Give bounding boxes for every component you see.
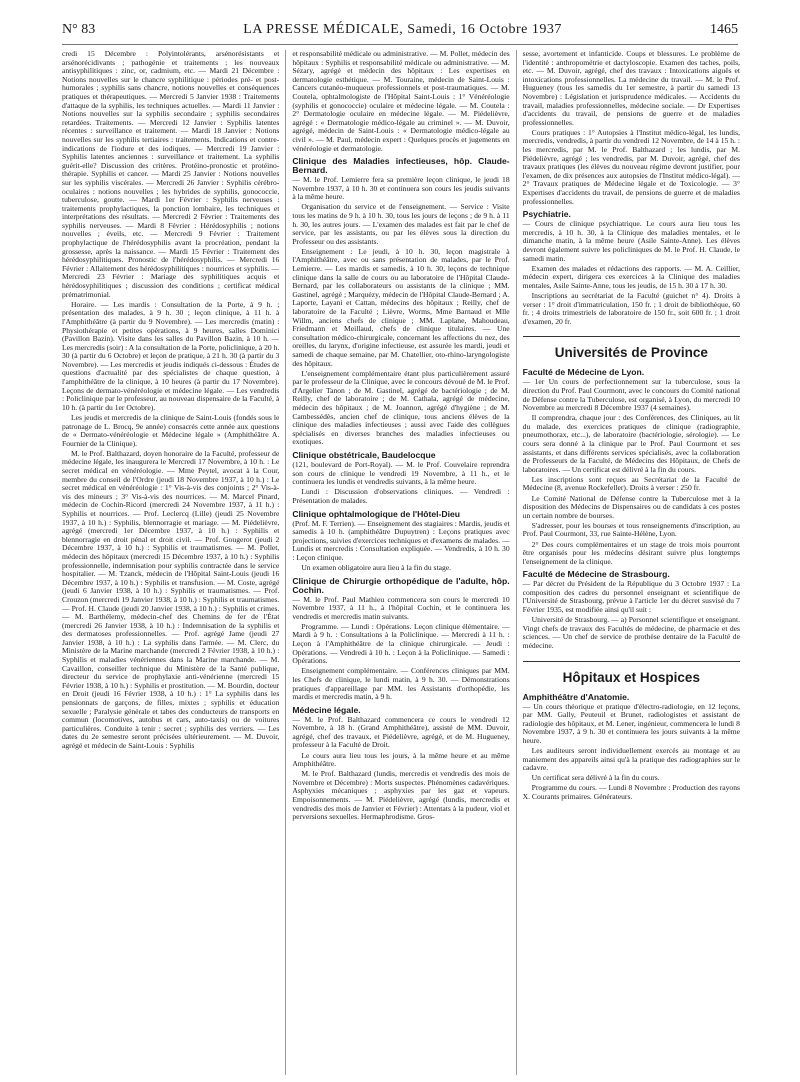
issue-number: N° 83 [62, 22, 96, 37]
paragraph: (Prof. M. F. Terrien). — Enseignement des stagiaires : Mardis, jeudis et samedis à 10 h. (amphithéâtre Dupuytren) : Leçons pratiques avec projections, suivies d'exercices techniques et d'examens de malades. — Lundis et mercredis : Consultation expliquée. — Vendredis, à 10 h. 30 : Leçon clinique. [292, 518, 510, 562]
journal-title: LA PRESSE MÉDICALE, Samedi, 16 Octobre 1937 [243, 22, 562, 37]
paragraph: sesse, avortement et infanticide. Coups et blessures. Le problème de l'identité : anthropométrie et dactyloscopie. Examen des taches, poils, etc. — M. Duvoir, agrégé, chef des travaux : Intoxications aiguës et intoxications professionnelles. La médecine du travail. — M. le Prof. Hugueney (tous les samedis du 1er semestre, à partir du samedi 13 Novembre) : Législation et jurisprudence médicales. — Accidents du travail, maladies professionnelles, médecine sociale. — Dr Expertises d'accidents du travail, de pensions de guerre et de maladies professionnelles. [522, 50, 740, 127]
paragraph: Les jeudis et mercredis de la clinique de Saint-Louis (fondés sous le patronage de L. Brocq, 9e année) consacrés cette année aux questions de « Dermato-vénéréologie et Médecine légale » (Amphithéâtre A. Fournier de la Clinique). [62, 412, 280, 448]
paragraph: M. le Prof. Balthazard, doyen honoraire de la Faculté, professeur de médecine légale, les inaugurera le Mercredi 17 Novembre, à 10 h. : Le secret médical en vénéréologie. — Mme Peytel, avocat à la Cour, membre du conseil de l'Ordre (jeudi 18 Novembre 1937, à 10 h.) : Le secret médical en vénéréologie : 1° Vis-à-vis des conjoints ; 2° Vis-à-vis des mineurs ; 3° Vis-à-vis des nourrices. — M. Marcel Pinard, médecin de Cochin-Ricord (mercredi 24 Novembre 1937, à 11 h.) : Syphilis et nourrices. — Prof. Leclercq (Lille) (jeudi 25 Novembre 1937, à 10 h.) : Syphilis, blennorragie et mariage. — M. Piédelièvre, agrégé (mercredi 1er Décembre 1937, à 10 h.) : Syphilis et blennorragie en droit pénal et droit civil. — Prof. Gougerot (jeudi 2 Décembre 1937, à 10 h.) : Syphilis et traumatismes. — M. Pollet, médecin des hôpitaux (mercredi 15 Décembre 1937, à 10 h.) : Syphilis professionnelle, indemnisation pour syphilis contractée dans le service hospitalier. — M. Tzanck, médecin de l'Hôpital Saint-Louis (jeudi 16 Décembre 1937, à 10 h.) : Syphilis et transfusion. — M. Coste, agrégé (jeudi 6 Janvier 1938, à 10 h.) : Syphilis et traumatismes. — Prof. Crouzon (mercredi 19 Janvier 1938, à 10 h.) : Syphilis et traumatismes. — Prof. H. Claude (jeudi 20 Janvier 1938, à 10 h.) : Syphilis et crimes. — M. Barthélemy, médecin-chef des Chemins de fer de l'État (mercredi 26 Janvier 1938, à 10 h.) : Indemnisation de la syphilis et des dermatoses professionnelles. — Prof. agrégé Jame (jeudi 27 Janvier 1938, à 10 h.) : La syphilis dans l'armée. — M. Clerc, du Ministère de la Marine marchande (mercredi 2 Février 1938, à 10 h.) : Syphilis et maladies vénériennes dans la Marine marchande. — M. Cavaillon, conseiller technique du Ministère de la Santé publique, directeur du service de prophylaxie anti-vénérienne (mercredi 15 Février 1938, à 10 h.) : Syphilis et prostitution. — M. Bourdin, docteur en Droit (jeudi 16 Février 1938, à 10 h.) : 1° La syphilis dans les pensionnats de garçons, de filles, mixtes ; syphilis et éducation sexuelle ; Paralysie générale et tabes des conducteurs de transports en commun (locomotives, autobus et cars, auto-taxis) ou de voitures particulières. Conduite à tenir : secret ; syphilis des verriers. — Les dates du 2e semestre seront précisées ultérieurement. — M. Duvoir, agrégé et médecin de Saint-Louis : Syphilis [62, 448, 280, 750]
paragraph: — M. le Prof. Paul Mathieu commencera son cours le mercredi 10 Novembre 1937, à 11 h., à l'hôpital Cochin, et le continuera les vendredis et mercredis matin suivants. [292, 594, 510, 621]
paragraph: Les inscriptions sont reçues au Secrétariat de la Faculté de Médecine (8, avenue Rockefeller). Droits à verser : 250 fr. [522, 474, 740, 493]
paragraph: Programme du cours. — Lundi 8 Novembre : Production des rayons X. Courants primaires. Générateurs. [522, 783, 740, 801]
paragraph: — Cours de clinique psychiatrique. Le cours aura lieu tous les mercredis, à 10 h. 30, à la Clinique des maladies mentales, et le dimanche matin, à la même heure (Asile Sainte-Anne). Les élèves devront également suivre les policliniques de M. le Prof. H. Claude, le samedi matin. [522, 219, 740, 263]
paragraph: Il comprendra, chaque jour : des Conférences, des Cliniques, au lit du malade, des exercices pratiques de clinique (radiographie, pneumothorax, etc...), de laboratoire (bactériologie, sérologie). — Le cours sera donné à la clinique par le Prof. Paul Courmont et ses assistants, et dans différents services spécialisés, avec la collaboration de Professeurs de la Faculté, de Médecins des Hôpitaux, de Chefs de laboratoires. — Un certificat est délivré à la fin du cours. [522, 413, 740, 474]
paragraph: credi 15 Décembre : Polyintolérants, arsénorésistants et arsénorécidivants ; pathogénie et traitements ; les nouveaux antisyphilitiques : zinc, or, cadmium, etc. — Mardi 21 Décembre : Notions nouvelles sur le chancre syphilitique : périodes pré- et post-humorales ; syphilis sans chancre, notions nouvelles et conséquences pratiques et thérapeutiques. — Mercredi 5 Janvier 1938 : Traitements d'attaque de la syphilis, les techniques actuelles. — Mardi 11 Janvier : Notions nouvelles sur la syphilis secondaire ; syphilis secondaires retardées. Traitements. — Mercredi 12 Janvier : Syphilis latentes récentes : surveillance et traitement. — Mardi 18 Janvier : Notions nouvelles sur les syphilis tertiaires : traitements. Indications et contre-indications de l'iodure et des iodiques. — Mercredi 19 Janvier : Syphilis latentes anciennes : surveillance et traitement. La syphilis guérit-elle? Discussion des critères. Protéino-pronostic et protéino-thérapie. Syphilis et cancer. — Mardi 25 Janvier : Notions nouvelles sur les syphilis viscérales. — Mercredi 26 Janvier : Syphilis cérébro-oculaires : notions nouvelles ; les hybrides de syphilis, gonococcie, tuberculose, goutte. — Mardi 1er Février : Syphilis nerveuses : traitements prophylactiques, la ponction lombaire, les techniques et interprétations des résultats. — Mercredi 2 Février : Traitements des syphilis nerveuses. — Mardi 8 Février : Hérédosyphilis ; notions nouvelles ; éveils, etc. — Mercredi 9 Février : Traitement prophylactique de l'hérédosyphilis avant la procréation, pendant la grossesse, après la naissance. — Mardi 15 Février : Traitement des hérédosyphilitiques. Pronostic de l'hérédosyphilis. — Mercredi 16 Février : Allaitement des hérédosyphilitiques : nourrices et syphilis. — Mercredi 23 Février : Mariage des syphilitiques acquis et hérédosyphilitiques ; discussion des conditions ; certificat médical prématrimonial. [62, 50, 280, 299]
section-heading: Faculté de Médecine de Lyon. [522, 367, 645, 378]
paragraph: Le cours aura lieu tous les jours, à la même heure et au même Amphithéâtre. [292, 750, 510, 769]
section-heading: Clinique obstétricale, Baudelocque [292, 450, 436, 461]
paragraph: Organisation du service et de l'enseignement. — Service : Visite tous les matins de 9 h. à 10 h. 30, tous les jours de leçons ; de 9 h. à 11 h. 30, les autres jours. — L'examen des malades est fait par le chef de service, par les assistants, ou par les élèves sous la direction du Professeur ou des assistants. [292, 202, 510, 246]
section-heading: Clinique ophtalmologique de l'Hôtel-Dieu [292, 508, 461, 519]
section-title-universites: Universités de Province [523, 336, 740, 360]
paragraph: Un examen obligatoire aura lieu à la fin du stage. [301, 562, 452, 572]
paragraph: — Par décret du Président de la République du 3 Octobre 1937 : La composition des cadres du personnel enseignant et scientifique de l'Université de Strasbourg, prévue à l'article 1er du décret susvisé du 7 Février 1935, est modifiée ainsi qu'il suit : [522, 579, 740, 615]
section-heading: Clinique de Chirurgie orthopédique de l'adulte, hôp. Cochin. [292, 575, 510, 595]
section-heading: Psychiatrie. [522, 209, 571, 220]
section-heading: Faculté de Médecine de Strasbourg. [522, 569, 670, 580]
section-title-hopitaux: Hôpitaux et Hospices [523, 661, 740, 685]
section-heading: Clinique des Maladies infectieuses, hôp. Claude-Bernard. [292, 156, 510, 176]
paragraph: Le Comité National de Défense contre la Tuberculose met à la disposition des Médecins de Dispensaires ou de candidats à ces postes un certain nombre de bourses. [522, 493, 740, 520]
paragraph: M. le Prof. Balthazard (lundis, mercredis et vendredis des mois de Novembre et Décembre) : Morts suspectes. Phénomènes cadavériques. Asphyxies mécaniques ; asphyxies par les gaz et vapeurs. Empoisonnements. — M. Piédelièvre, agrégé (lundis, mercredis et vendredis des mois de Janvier et Février) : Attentats à la pudeur, viol et perversions sexuelles. Hermaphrodisme. Gros- [292, 769, 510, 822]
paragraph: — M. le Prof. Lemierre fera sa première leçon clinique, le jeudi 18 Novembre 1937, à 10 h. 30 et continuera son cours les jeudis suivants à la même heure. [292, 175, 510, 202]
paragraph: Programme. — Lundi : Opérations. Leçon clinique élémentaire. — Mardi à 9 h. : Consultations à la Policlinique. — Mercredi à 11 h. : Leçon à l'Amphithéâtre de la clinique chirurgicale. — Jeudi : Opérations. — Vendredi à 10 h. : Leçon à la Policlinique. — Samedi : Opérations. [292, 621, 510, 666]
page-header [62, 22, 738, 45]
paragraph: Horaire. — Les mardis : Consultation de la Porte, à 9 h. ; présentation des malades, à 9 h. 30 ; leçon clinique, à 11 h. à l'Amphithéâtre (à partir du 9 Novembre). — Les mercredis (matin) : Physiothérapie et petites opérations, à 9 heures, salles Dominici (Pavillon Bazin). Visite dans les salles du Pavillon Bazin, à 10 h. — Les mercredis (soir) : A la consultation de la Porte, policlinique, à 20 h. 30 (à partir du 6 Octobre) et leçon de pratique, à 21 h. 30 (à partir du 3 Novembre). — Les mercredis et jeudis indiqués ci-dessous : Études de questions d'actualité par des spécialistes de chaque question, à l'amphithéâtre de la clinique, à 10 heures (à partir du 17 Novembre). Leçons de dermato-vénéréologie et médecine légale. — Les vendredis : Policlinique par le professeur, au nouveau dispensaire de la Faculté, à 10 h. (à partir du 1er Octobre). [62, 299, 280, 412]
paragraph: Enseignement complémentaire. — Conférences cliniques par MM. les Chefs de clinique, le lundi matin, à 9 h. 30. — Démonstrations pratiques d'appareillage par MM. les Assistants d'orthopédie, les mardis et mercredis matin, à 9 h. [292, 666, 510, 702]
section-heading: Amphithéâtre d'Anatomie. [522, 691, 630, 702]
paragraph: et responsabilité médicale ou administrative. — M. Pollet, médecin des hôpitaux : Syphilis et responsabilité médicale ou administrative. — M. Sézary, agrégé et médecin des hôpitaux : Les expertises en dermatologie esthétique. — M. Touraine, médecin de Saint-Louis : Cancers cutanéo-muqueux professionnels et post-traumatiques. — M. Coutela, ophtalmologiste de l'Hôpital Saint-Louis : 1° Vénéréologie (syphilis et gonococcie) oculaire et médecine légale. — M. Coutela : 2° Dermatologie oculaire en médecine légale. — M. Piédelièvre, agrégé : « Dermatologie médico-légale au criminel ». — M. Duvoir, agrégé, médecin de Saint-Louis : « Dermatologie médico-légale au civil ». — M. Paul, médecin expert : Quelques procès et jugements en vénéréologie et dermatologie. [292, 50, 510, 153]
paragraph: Enseignement : Le jeudi, à 10 h. 30, leçon magistrale à l'Amphithéâtre, avec ou sans présentation de malades, par le Prof. Lemierre. — Les mardis et samedis, à 10 h. 30, leçons de technique clinique dans la salle de cours ou au laboratoire de l'Hôpital Claude-Bernard, par les collaborateurs ou assistants de la clinique ; MM. Gastinel, agrégé ; Marquézy, médecin de l'Hôpital Claude-Bernard ; A. Laporte, Layani et Cattan, médecins des hôpitaux ; Reilly, chef de laboratoire de la Faculté ; Lièvre, Worms, Mme Barnaud et Mlle Willm, anciens chefs de clinique ; MM. Laplane, Mahoudeau, Friedmann et Meillaud, chefs de clinique titulaires. — Une consultation médico-chirurgicale, concernant les affections du nez, des oreilles, du larynx, d'origine infectieuse, est assurée les mardi, jeudi et samedi de chaque semaine, par M. Chatellier, oto-rhino-laryngologiste des hôpitaux. [292, 246, 510, 368]
paragraph: Les auditeurs seront individuellement exercés au montage et au maniement des appareils ainsi qu'à la pratique des radiographies sur le cadavre. [522, 746, 740, 773]
paragraph: — M. le Prof. Balthazard commencera ce cours le vendredi 12 Novembre, à 18 h. (Grand Amphithéâtre), assisté de MM. Duvoir, agrégé, chef des travaux, et Piédelièvre, agrégé, et de M. Hugueney, professeur à la Faculté de Droit. [292, 714, 510, 750]
paragraph: — Un cours théorique et pratique d'électro-radiologie, en 12 leçons, par MM. Gally, Peuteuil et Brunet, radiologistes et assistant de radiologie des hôpitaux, et M. Lener, ingénieur, commencera le lundi 8 Novembre 1937, à 9 h. 30 et continuera les jours suivants à la même heure. [522, 701, 740, 745]
paragraph: Lundi : Discussion d'observations cliniques. — Vendredi : Présentation de malades. [292, 487, 510, 505]
page-number: 1465 [709, 22, 738, 37]
article-columns [62, 50, 740, 1075]
column-3 [516, 50, 740, 1075]
paragraph: (121, boulevard de Port-Royal). — M. le Prof. Couvelaire reprendra son cours de clinique le vendredi 19 Novembre, à 11 h., et le continuera les lundis et vendredis suivants, à la même heure. [292, 460, 510, 487]
paragraph: Inscriptions au secrétariat de la Faculté (guichet n° 4). Droits à verser : 1° droit d'immatriculation, 150 fr. ; 1 droit de bibliothèque, 60 fr. ; 4 droits trimestriels de laboratoire de 150 fr., soit 600 fr. ; 1 droit d'examen, 20 fr. [522, 290, 740, 326]
paragraph: 2° Des cours complémentaires et un stage de trois mois pourront être organisés pour les médecins désirant suivre plus longtemps l'enseignement de la clinique. [522, 539, 740, 566]
paragraph: L'enseignement complémentaire étant plus particulièrement assuré par le professeur de la Clinique, avec le concours dévoué de M. le Prof. d'Argelier Tanon ; de M. Gastinel, agrégé de bactériologie ; de M. Reilly, chef de laboratoire ; de M. Cathala, agrégé de médecine, médecin des hôpitaux ; de M. Joannon, agrégé d'hygiène ; de M. Cambessédès, ancien chef de clinique, tous anciens élèves de la clinique des maladies infectieuses ; aussi avec l'aide des collègues spécialisés en diverses branches des maladies infectieuses ou exotiques. [292, 368, 510, 447]
paragraph: Un certificat sera délivré à la fin du cours. [531, 773, 660, 783]
paragraph: — 1er Un cours de perfectionnement sur la tuberculose, sous la direction du Prof. Paul Courmont, avec le concours du Comité national de Défense contre la Tuberculose, est organisé, à Lyon, du mercredi 10 Novembre au mercredi 8 Décembre 1937 (4 semaines). [522, 377, 740, 413]
paragraph: S'adresser, pour les bourses et tous renseignements d'inscription, au Prof. Paul Courmont, 33, rue Sainte-Hélène, Lyon. [522, 520, 740, 539]
section-heading: Médecine légale. [292, 704, 361, 715]
paragraph: Cours pratiques : 1° Autopsies à l'Institut médico-légal, les lundis, mercredis, vendredis, à partir du vendredi 12 Novembre, de 14 à 15 h. : les mercredis, par M. le Prof. Balthazard ; les lundis, par M. Piédelièvre, agrégé ; les vendredis, par M. Duvoir, agrégé, chef des travaux pratiques (les élèves du nouveau régime devront justifier, pour l'examen, de dix présences aux autopsies de l'Institut médico-légal). — 2° Travaux pratiques de Médecine légale et de Toxicologie. — 3° Expertises d'accidents du travail, de pensions de guerre et de maladies professionnelles. [522, 127, 740, 206]
paragraph: Université de Strasbourg. — a) Personnel scientifique et enseignant. Vingt chefs de travaux des Facultés de médecine, de pharmacie et des sciences. — Un chef de service de prothèse dentaire de la Faculté de médecine. [522, 615, 740, 650]
column-2 [285, 50, 509, 1075]
paragraph: Examen des malades et rédactions des rapports. — M. A. Ceillier, médecin expert, dirigera ces exercices à la Clinique des maladies mentales, Asile Sainte-Anne, tous les jeudis, de 15 h. 30 à 17 h. 30. [522, 263, 740, 290]
column-1 [62, 50, 279, 1075]
